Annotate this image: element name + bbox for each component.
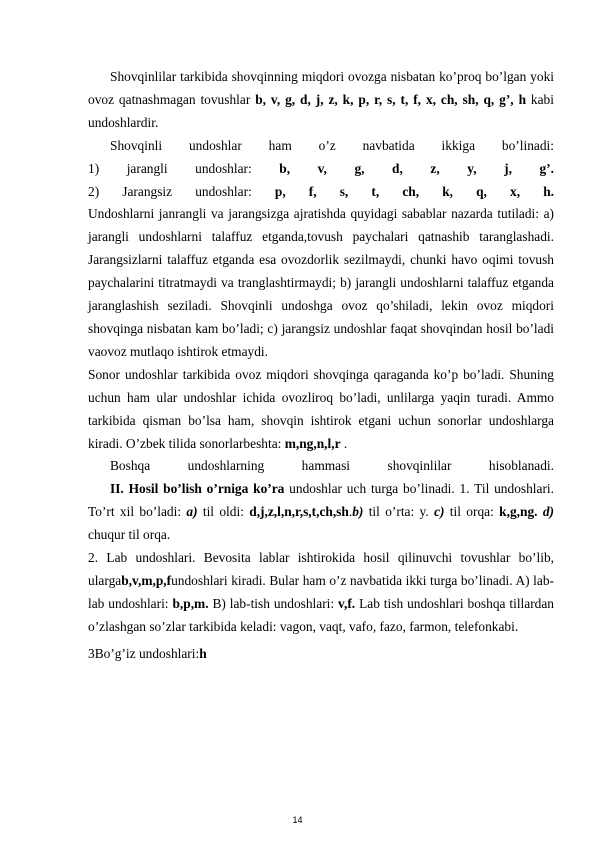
page-number: 14 (292, 815, 303, 825)
bold-consonant-list: b, v, g, d, j, z, k, p, r, s, t, f, x, ch, sh, q, g’, h (255, 91, 527, 107)
list-marker: c) (434, 504, 445, 520)
paragraph-reasons (88, 203, 554, 363)
bold-consonant-list: k,g,ng. (499, 504, 538, 520)
text-span: Shovqinlilar tarkibida shovqinning miqdori ovozga nisbatan ko’proq bo’lgan yoki ovoz qatnashmagan tovushlar (88, 69, 554, 107)
text-span: Sonor undoshlar tarkibida ovoz miqdori shovqinga qaraganda ko’p bo’ladi. Shuning uchun ham ular undoshlar ichida ovozliroq bo’ladi, unlilarga yaqin turadi. Ammo tarkibida qisman bo’lsa ham, shovqin ishtirok etgani uchun sonorlar undoshlarga kiradi. O’zbek tilida sonorlarbeshta: (88, 366, 554, 451)
paragraph-glottal (88, 643, 554, 666)
list-item-voiced (88, 158, 554, 181)
bold-consonant-list: v,f. (338, 595, 356, 611)
paragraph-sonorants (88, 364, 554, 456)
list-marker: a) (186, 504, 198, 520)
text-span: kabi undoshlardir. (88, 91, 554, 130)
text-span: undoshlari kiradi. Bular ham o’z navbatida ikki turga bo’linadi. A) lab-lab undoshlari: (88, 572, 554, 611)
list-marker: b) (352, 504, 364, 520)
bold-voiced-list: b, v, g, d, z, y, j, g’. (279, 160, 554, 176)
paragraph-noisy-consonants (88, 66, 554, 135)
text-span: chuqur til orqa. (88, 527, 171, 543)
text-span: undoshlar uch turga bo’linadi. 1. Til undoshlari. To’rt xil bo’ladi: (88, 481, 554, 520)
text-span: 3Bo’g’iz undoshlari: (88, 645, 200, 661)
text-span: 1) jarangli undoshlar: (88, 160, 280, 176)
bold-sonorant-list: m,ng,n,l,r (284, 435, 341, 451)
bold-voiceless-list: p, f, s, t, ch, k, q, x, h. (274, 183, 554, 199)
text-span: 2. Lab undoshlari. Bevosita lablar ishtirokida hosil qilinuvchi tovushlar bo’lib, ularga (88, 550, 554, 588)
list-marker: d) (542, 504, 554, 520)
bold-consonant-list: b,p,m. (172, 595, 209, 611)
paragraph-place-of-articulation (88, 478, 554, 547)
bold-consonant: h (199, 645, 207, 661)
paragraph-labial (88, 547, 554, 639)
list-item-voiceless (88, 181, 554, 204)
text-span: til oldi: (197, 504, 250, 520)
text-span: Shovqinli undoshlar ham o’z navbatida ikkiga bo’linadi: (110, 137, 554, 153)
bold-consonant-list: b,v,m,p,f (121, 572, 172, 588)
text-span: B) lab-tish undoshlari: (208, 595, 339, 611)
document-body (88, 66, 554, 666)
text-span: til orqa: (444, 504, 500, 520)
text-span: Undoshlarni janrangli va jarangsizga ajratishda quyidagi sabablar nazarda tutiladi: a) jarangli undoshlarni talaffuz etganda,tovush paychalari qatnashib taranglashadi. Jarangsizlarni talaffuz etganda esa ovozdorlik sezilmaydi, chunki havo oqimi tovush paychalarini titratmaydi va tranglashtirmaydi; b) jarangli undoshlarni talaffuz etganda jaranglashish seziladi. Shovqinli undoshga ovoz qo’shiladi, lekin ovoz miqdori shovqinga nisbatan kam bo’ladi; c) jarangsiz undoshlar faqat shovqindan hosil bo’ladi vaovoz mutlaqo ishtirok etmaydi. (88, 206, 554, 359)
section-heading: II. Hosil bo’lish o’rniga ko’ra (110, 481, 285, 497)
text-span: Boshqa undoshlarning hammasi shovqinlilar hisoblanadi. (110, 458, 554, 474)
paragraph-others (88, 455, 554, 478)
text-span: . (348, 504, 353, 520)
text-span: Lab tish undoshlari boshqa tillardan o’zlashgan so’zlar tarkibida keladi: vagon, vaqt, vafo, fazo, farmon, telefonkabi. (88, 595, 554, 634)
text-span: til o’rta: y. (363, 504, 435, 520)
text-span: 2) Jarangsiz undoshlar: (88, 183, 275, 199)
paragraph-division (88, 135, 554, 158)
text-span: . (340, 435, 348, 451)
bold-consonant-list: d,j,z,l,n,r,s,t,ch,sh (249, 504, 349, 520)
